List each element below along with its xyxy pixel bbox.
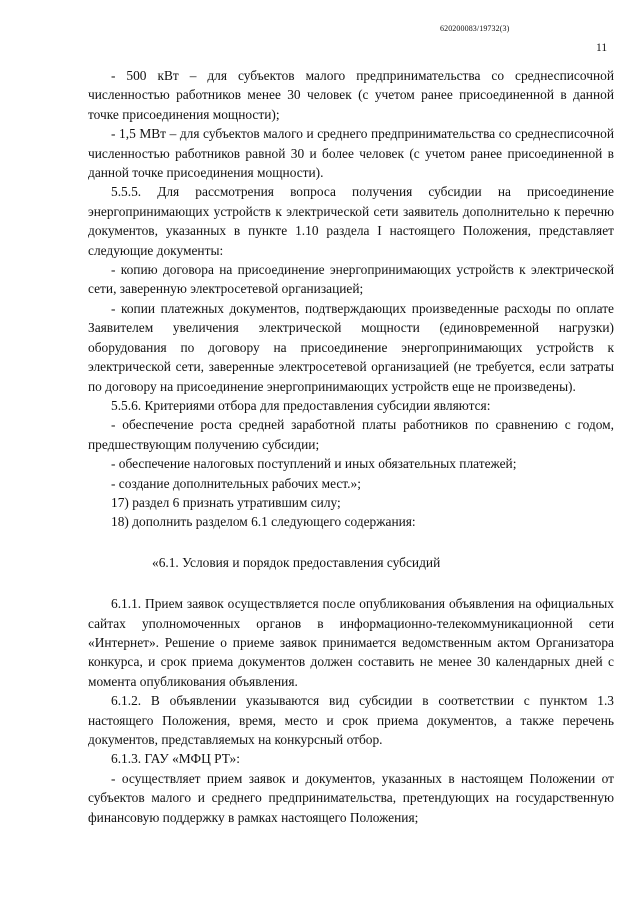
document-body	[88, 66, 614, 827]
page-number: 11	[596, 42, 608, 54]
section-heading: «6.1. Условия и порядок предоставления субсидий	[152, 554, 441, 570]
paragraph: - 500 кВт – для субъектов малого предпринимательства со среднесписочной численностью работников менее 30 человек (с учетом ранее присоединенной в данной точке присоединения мощности);	[88, 68, 614, 122]
paragraph: 6.1.2. В объявлении указываются вид субсидии в соответствии с пунктом 1.3 настоящего Положения, время, место и срок приема документов, а также перечень документов, представляемых на конкурсный отбор.	[88, 693, 614, 747]
paragraph: - осуществляет прием заявок и документов, указанных в настоящем Положении от субъектов малого и среднего предпринимательства, претендующих на государственную финансовую поддержку в рамках настоящего Положения;	[88, 770, 614, 825]
paragraph: - 1,5 МВт – для субъектов малого и среднего предпринимательства со среднесписочной численностью работников равной 30 и более человек (с учетом ранее присоединенной в данной точке присоединения мощности).	[88, 126, 614, 181]
paragraph: - копии платежных документов, подтверждающих произведенные расходы по оплате Заявителем увеличения электрической мощности (единовременной нагрузки) оборудования по договору на присоединение энергопринимающих устройств к электрической сети, заверенные электросетевой организацией (не требуется, если затраты по договору на присоединение энергопринимающих устройств еще не произведены).	[88, 300, 614, 394]
paragraph: 5.5.6. Критериями отбора для предоставления субсидии являются:	[111, 397, 491, 413]
paragraph: - обеспечение роста средней заработной платы работников по сравнению с годом, предшествующим получению субсидии;	[88, 417, 614, 452]
paragraph: - копию договора на присоединение энергопринимающих устройств к электрической сети, заверенную электросетевой организацией;	[88, 262, 614, 297]
paragraph: 6.1.3. ГАУ «МФЦ РТ»:	[111, 751, 240, 767]
document-code: 620200083/19732(3)	[440, 24, 510, 33]
paragraph: - обеспечение налоговых поступлений и иных обязательных платежей;	[111, 456, 517, 472]
paragraph: 6.1.1. Прием заявок осуществляется после опубликования объявления на официальных сайтах уполномоченных органов в информационно-телекоммуникационной сети «Интернет». Решение о приеме заявок принимается ведомственным актом Организатора конкурса, и срок приема документов должен составить не менее 30 календарных дней с момента опубликования объявления.	[88, 596, 614, 689]
paragraph: - создание дополнительных рабочих мест.»;	[111, 475, 361, 491]
paragraph: 18) дополнить разделом 6.1 следующего содержания:	[111, 514, 416, 530]
paragraph: 17) раздел 6 признать утратившим силу;	[111, 494, 341, 510]
paragraph: 5.5.5. Для рассмотрения вопроса получения субсидии на присоединение энергопринимающих устройств к электрической сети заявитель дополнительно к перечню документов, указанных в пункте 1.10 раздела I настоящего Положения, представляет следующие документы:	[88, 184, 614, 258]
